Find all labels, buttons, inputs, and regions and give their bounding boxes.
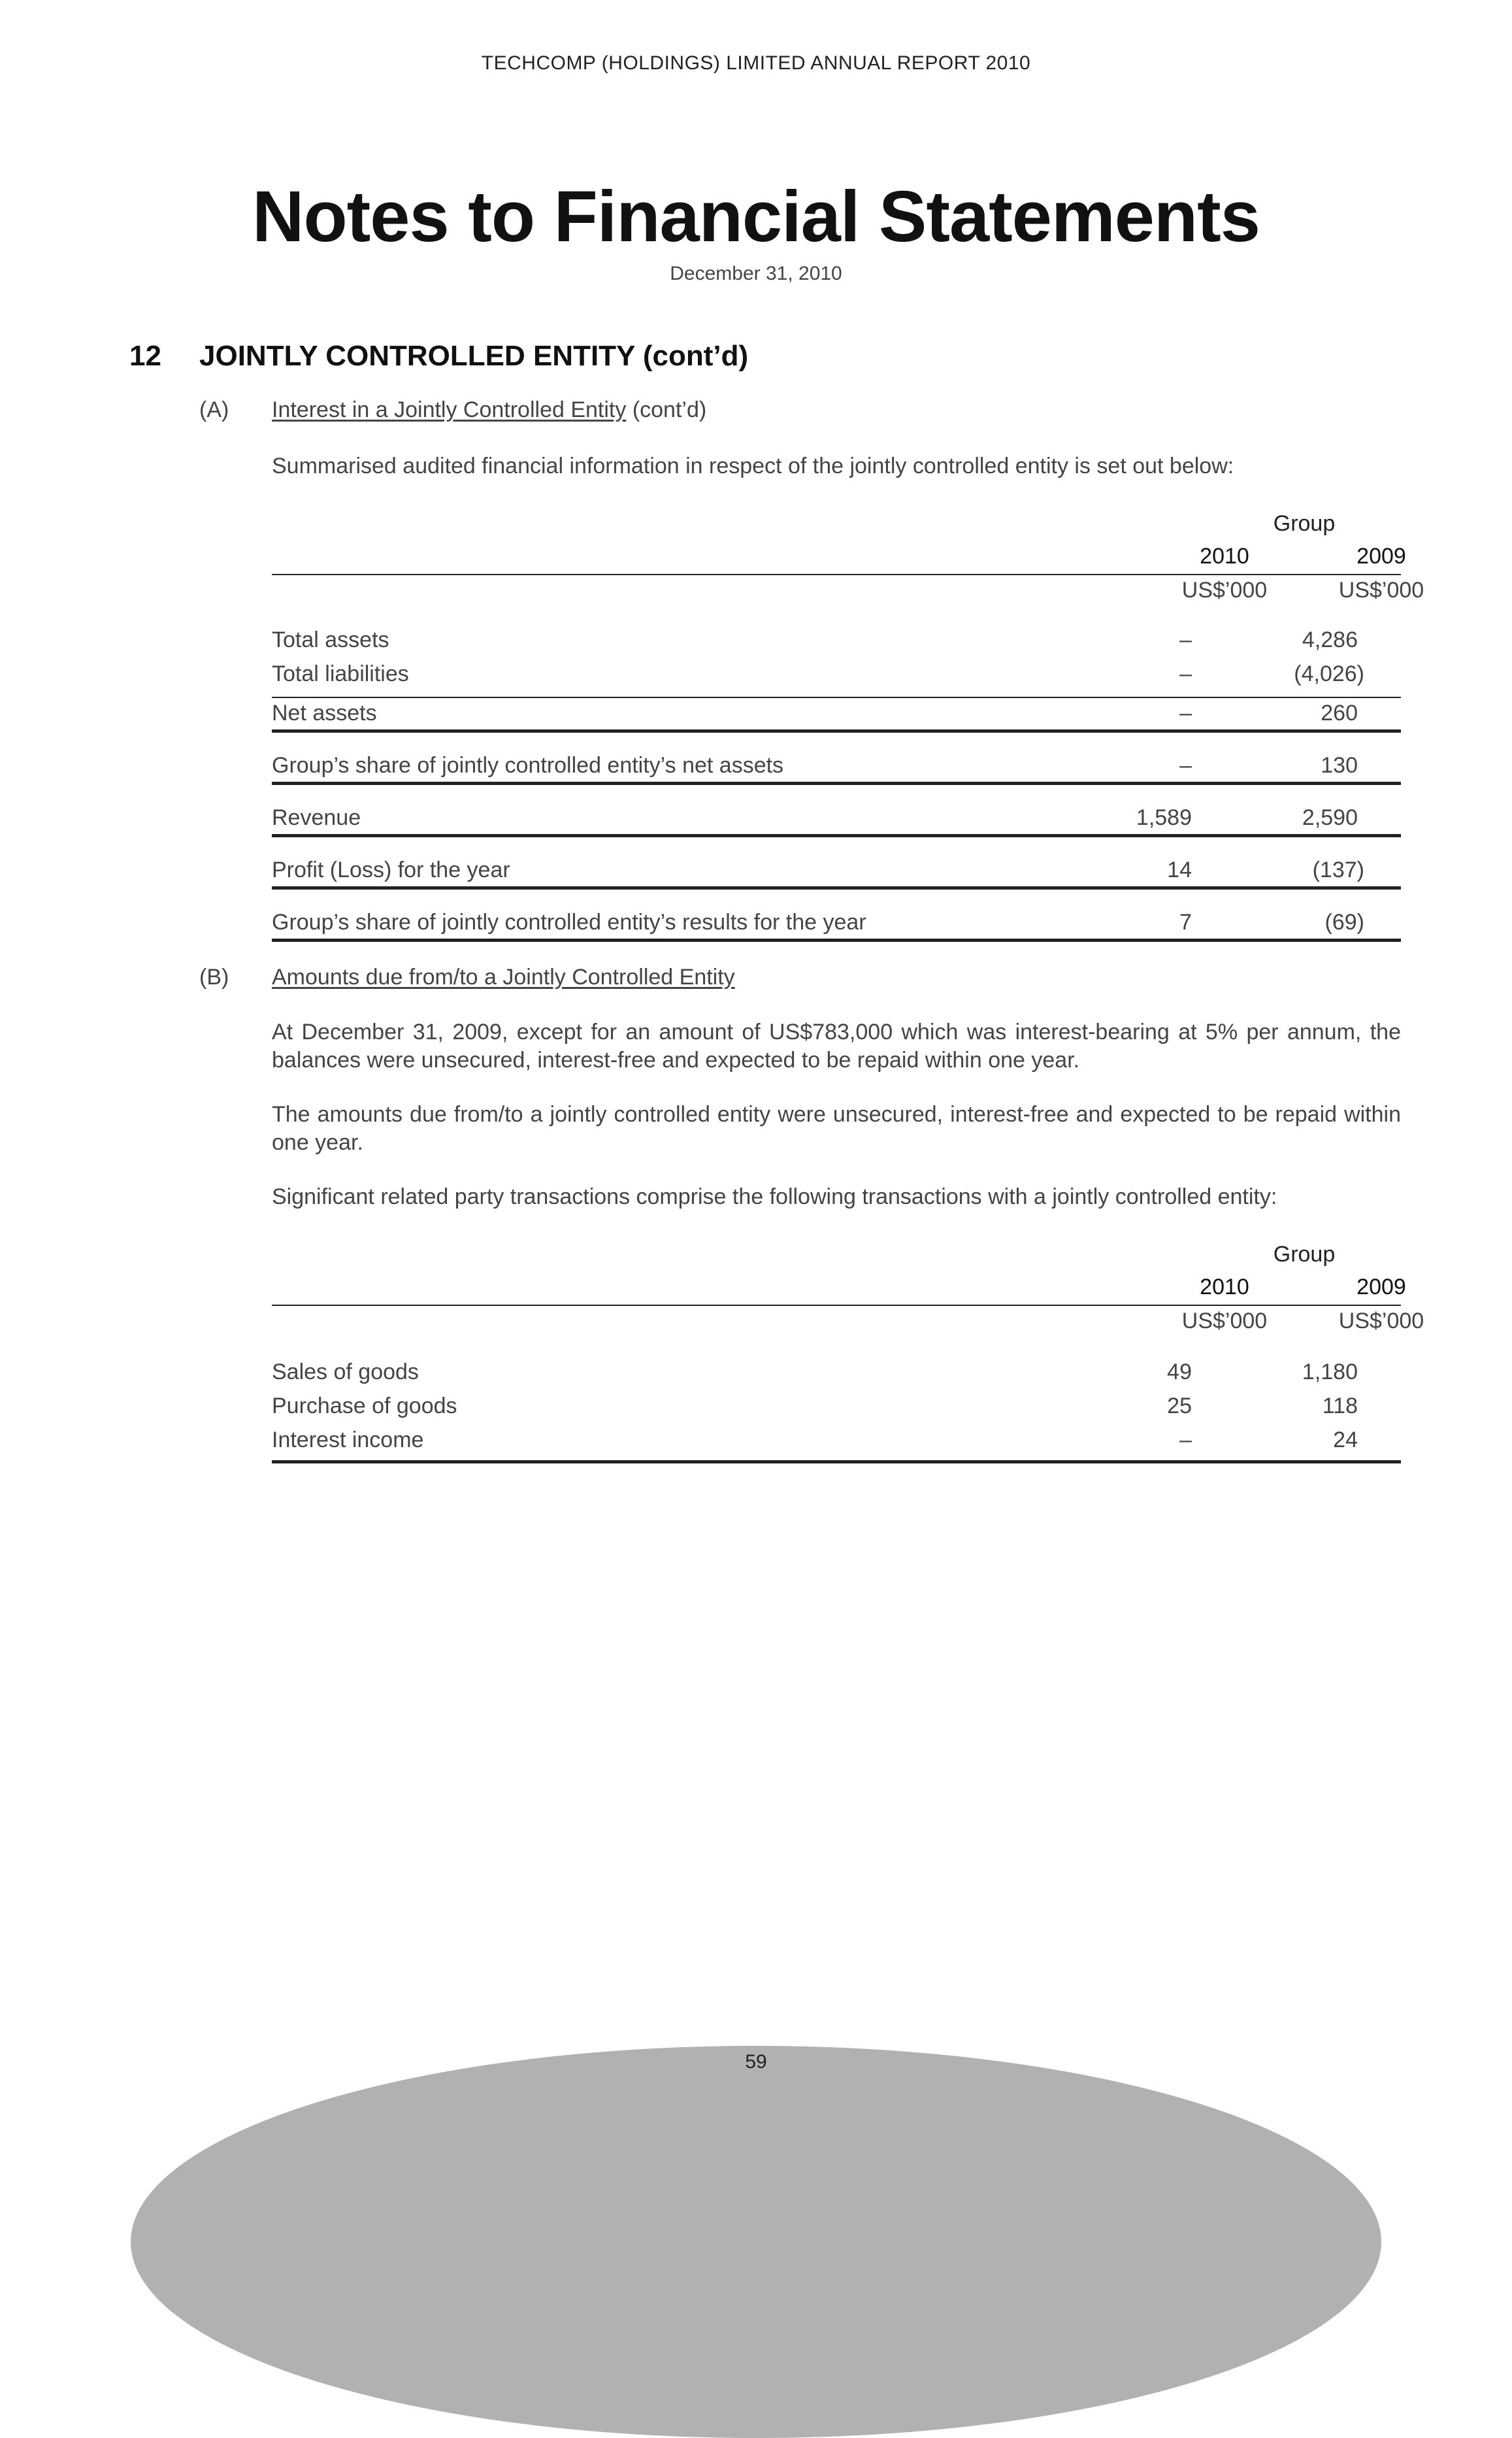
row-label: Revenue	[272, 805, 361, 830]
subsection-a-intro: Summarised audited financial information in respect of the jointly controlled entity is set out below:	[272, 454, 1234, 478]
table-row	[272, 1428, 1401, 1458]
subsection-b-title	[272, 965, 735, 990]
table-row	[272, 910, 1401, 940]
row-value-2009: 1,180	[1302, 1360, 1358, 1384]
table-header-rule	[272, 1305, 1401, 1306]
footer-decoration	[131, 2046, 1381, 2438]
table-row	[272, 661, 1401, 692]
row-value-2010: –	[1179, 701, 1192, 726]
row-value-2010: 7	[1179, 910, 1192, 935]
table-rule-thick	[272, 1460, 1401, 1463]
table-unit-2010: US$’000	[1181, 578, 1268, 603]
row-label: Total assets	[272, 627, 389, 652]
table-rule-thick	[272, 834, 1401, 837]
table-year-2009: 2009	[1356, 544, 1406, 569]
subsection-a-label: (A)	[199, 397, 229, 422]
table-rule	[272, 697, 1401, 698]
section-number: 12	[129, 340, 161, 372]
row-value-2010: 14	[1167, 858, 1192, 882]
subsection-b-title-text: Amounts due from/to a Jointly Controlled Entity	[272, 965, 735, 990]
row-label: Sales of goods	[272, 1360, 419, 1384]
row-value-2009: 2,590	[1302, 805, 1358, 830]
table-group-header: Group	[1273, 511, 1336, 536]
row-value-2009: (4,026)	[1294, 661, 1364, 686]
row-value-2009: (69)	[1324, 910, 1364, 935]
report-header: TECHCOMP (HOLDINGS) LIMITED ANNUAL REPORT 2010	[481, 52, 1031, 74]
row-value-2009: 24	[1333, 1428, 1358, 1452]
row-value-2009: 118	[1322, 1394, 1358, 1418]
row-value-2010: –	[1179, 1428, 1192, 1452]
table-year-2009: 2009	[1356, 1275, 1406, 1299]
table-rule-thick	[272, 886, 1401, 890]
table-rule-thick	[272, 782, 1401, 785]
row-label: Profit (Loss) for the year	[272, 858, 510, 882]
subsection-b-para-1: At December 31, 2009, except for an amount of US$783,000 which was interest-bearing at 5% per annum, the balances were unsecured, interest-free and expected to be repaid within one year.	[272, 1020, 1401, 1073]
table-rule-thick	[272, 729, 1401, 733]
table-row	[272, 701, 1401, 731]
section-title: JOINTLY CONTROLLED ENTITY (cont’d)	[199, 340, 749, 372]
row-label: Group’s share of jointly controlled entity’s net assets	[272, 753, 784, 778]
table-unit-2010: US$’000	[1181, 1309, 1268, 1333]
row-label: Purchase of goods	[272, 1394, 457, 1418]
row-value-2010: 25	[1167, 1394, 1192, 1418]
row-label: Interest income	[272, 1428, 424, 1452]
table-row	[272, 1360, 1401, 1390]
table-group-header: Group	[1273, 1242, 1336, 1267]
row-label: Group’s share of jointly controlled entity’s results for the year	[272, 910, 866, 935]
row-label: Net assets	[272, 701, 377, 726]
table-row	[272, 1394, 1401, 1424]
subsection-b-label: (B)	[199, 965, 229, 990]
table-row	[272, 805, 1401, 835]
subsection-b-para-2: The amounts due from/to a jointly controlled entity were unsecured, interest-free and expected to be repaid within one year.	[272, 1102, 1401, 1155]
table-row	[272, 753, 1401, 783]
row-value-2010: –	[1179, 627, 1192, 652]
page-date: December 31, 2010	[670, 263, 842, 284]
row-value-2010: 49	[1167, 1360, 1192, 1384]
row-label: Total liabilities	[272, 661, 409, 686]
row-value-2009: 4,286	[1302, 627, 1358, 652]
table-unit-2009: US$’000	[1338, 1309, 1424, 1333]
subsection-a-title-suffix: (cont’d)	[626, 397, 707, 422]
table-jce-financials	[272, 511, 1424, 936]
subsection-a-title	[272, 397, 706, 423]
row-value-2009: 130	[1321, 753, 1358, 778]
table-year-2010: 2010	[1200, 544, 1249, 569]
subsection-b-para-3: Significant related party transactions comprise the following transactions with a jointly controlled entity:	[272, 1184, 1277, 1209]
row-value-2010: 1,589	[1136, 805, 1192, 830]
table-year-2010: 2010	[1200, 1275, 1249, 1299]
table-related-party-transactions	[272, 1242, 1424, 1477]
page-number: 59	[745, 2051, 767, 2073]
table-unit-2009: US$’000	[1338, 578, 1424, 603]
table-row	[272, 858, 1401, 888]
page-title: Notes to Financial Statements	[252, 176, 1260, 257]
subsection-a-title-text: Interest in a Jointly Controlled Entity	[272, 397, 627, 422]
table-row	[272, 627, 1401, 658]
row-value-2009: 260	[1321, 701, 1358, 726]
row-value-2009: (137)	[1312, 858, 1364, 882]
row-value-2010: –	[1179, 753, 1192, 778]
table-header-rule	[272, 574, 1401, 575]
row-value-2010: –	[1179, 661, 1192, 686]
table-rule-thick	[272, 939, 1401, 942]
